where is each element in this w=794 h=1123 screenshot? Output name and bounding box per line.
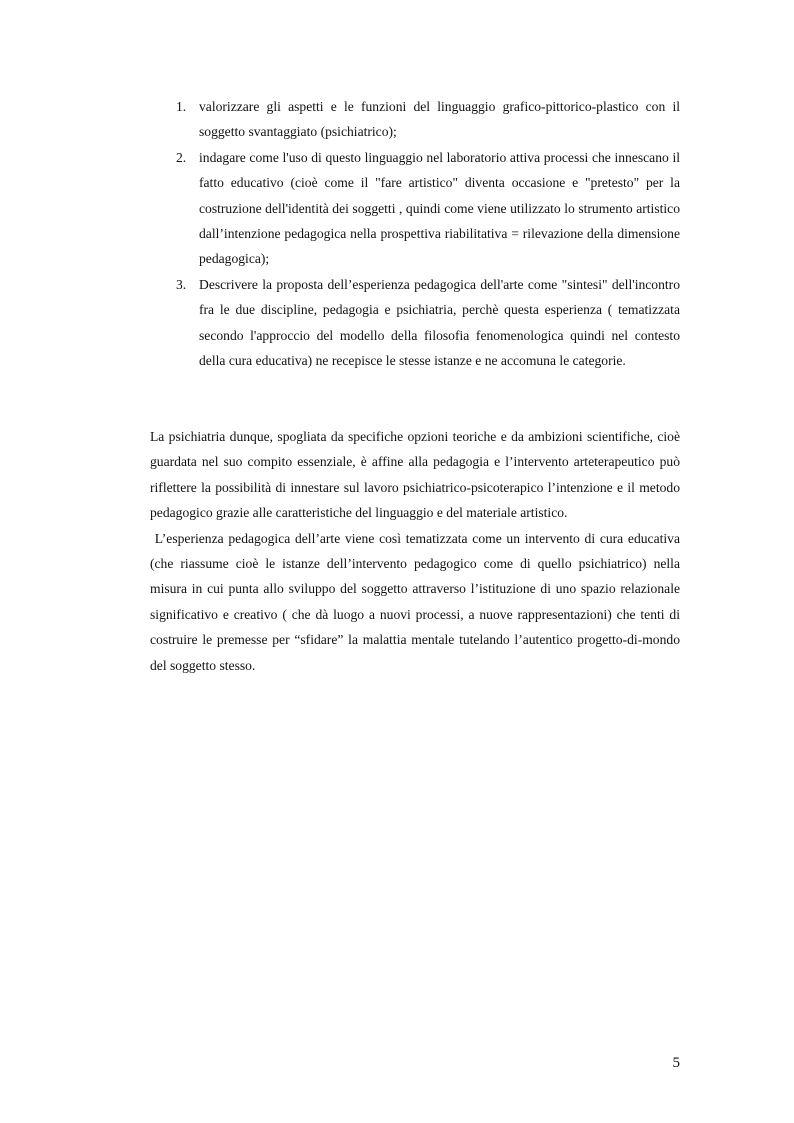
list-item [150, 272, 680, 374]
list-item [150, 145, 680, 272]
paragraph: L’esperienza pedagogica dell’arte viene così tematizzata come un intervento di cura educativa (che riassume cioè le istanze dell’intervento pedagogico come di quello psichiatrico) nella misura in cui punta allo sviluppo del soggetto attraverso l’istituzione di uno spazio relazionale significativo e creativo ( che dà luogo a nuovi processi, a nuove rappresentazioni) che tenti di costruire le premesse per “sfidare” la malattia mentale tutelando l’autentico progetto-di-mondo del soggetto stesso. [150, 530, 684, 673]
paragraph: La psichiatria dunque, spogliata da specifiche opzioni teoriche e da ambizioni scientifiche, cioè guardata nel suo compito essenziale, è affine alla pedagogia e l’intervento arteterapeutico può riflettere la possibilità di innestare sul lavoro psichiatrico-psicoterapico l’intenzione e il metodo pedagogico grazie alle caratteristiche del linguaggio e del materiale artistico. [150, 429, 680, 521]
list-item-number: 3. [176, 276, 187, 292]
objectives-list [150, 94, 680, 373]
list-item [150, 94, 680, 145]
list-item-number: 2. [176, 149, 187, 165]
list-item-number: 1. [176, 99, 187, 114]
list-item-text: valorizzare gli aspetti e le funzioni del linguaggio grafico-pittorico-plastico con il soggetto svantaggiato (psichiatrico); [199, 99, 680, 140]
body-text [150, 424, 684, 678]
list-item-text: Descrivere la proposta dell’esperienza pedagogica dell'arte come "sintesi" dell'incontro fra le due discipline, pedagogia e psichiatria, perchè questa esperienza ( tematizzata secondo l'approccio del modello della filosofia fenomenologica quindi nel contesto della cura educativa) ne recepisce le stesse istanze e ne accomuna le categorie. [199, 276, 680, 369]
list-item-text: indagare come l'uso di questo linguaggio nel laboratorio attiva processi che innescano il fatto educativo (cioè come il "fare artistico" diventa occasione e "pretesto" per la costruzione dell'identità dei soggetti , quindi come viene utilizzato lo strumento artistico dall’intenzione pedagogica nella prospettiva riabilitativa = rilevazione della dimensione pedagogica); [199, 149, 680, 267]
page-number: 5 [672, 1055, 680, 1071]
